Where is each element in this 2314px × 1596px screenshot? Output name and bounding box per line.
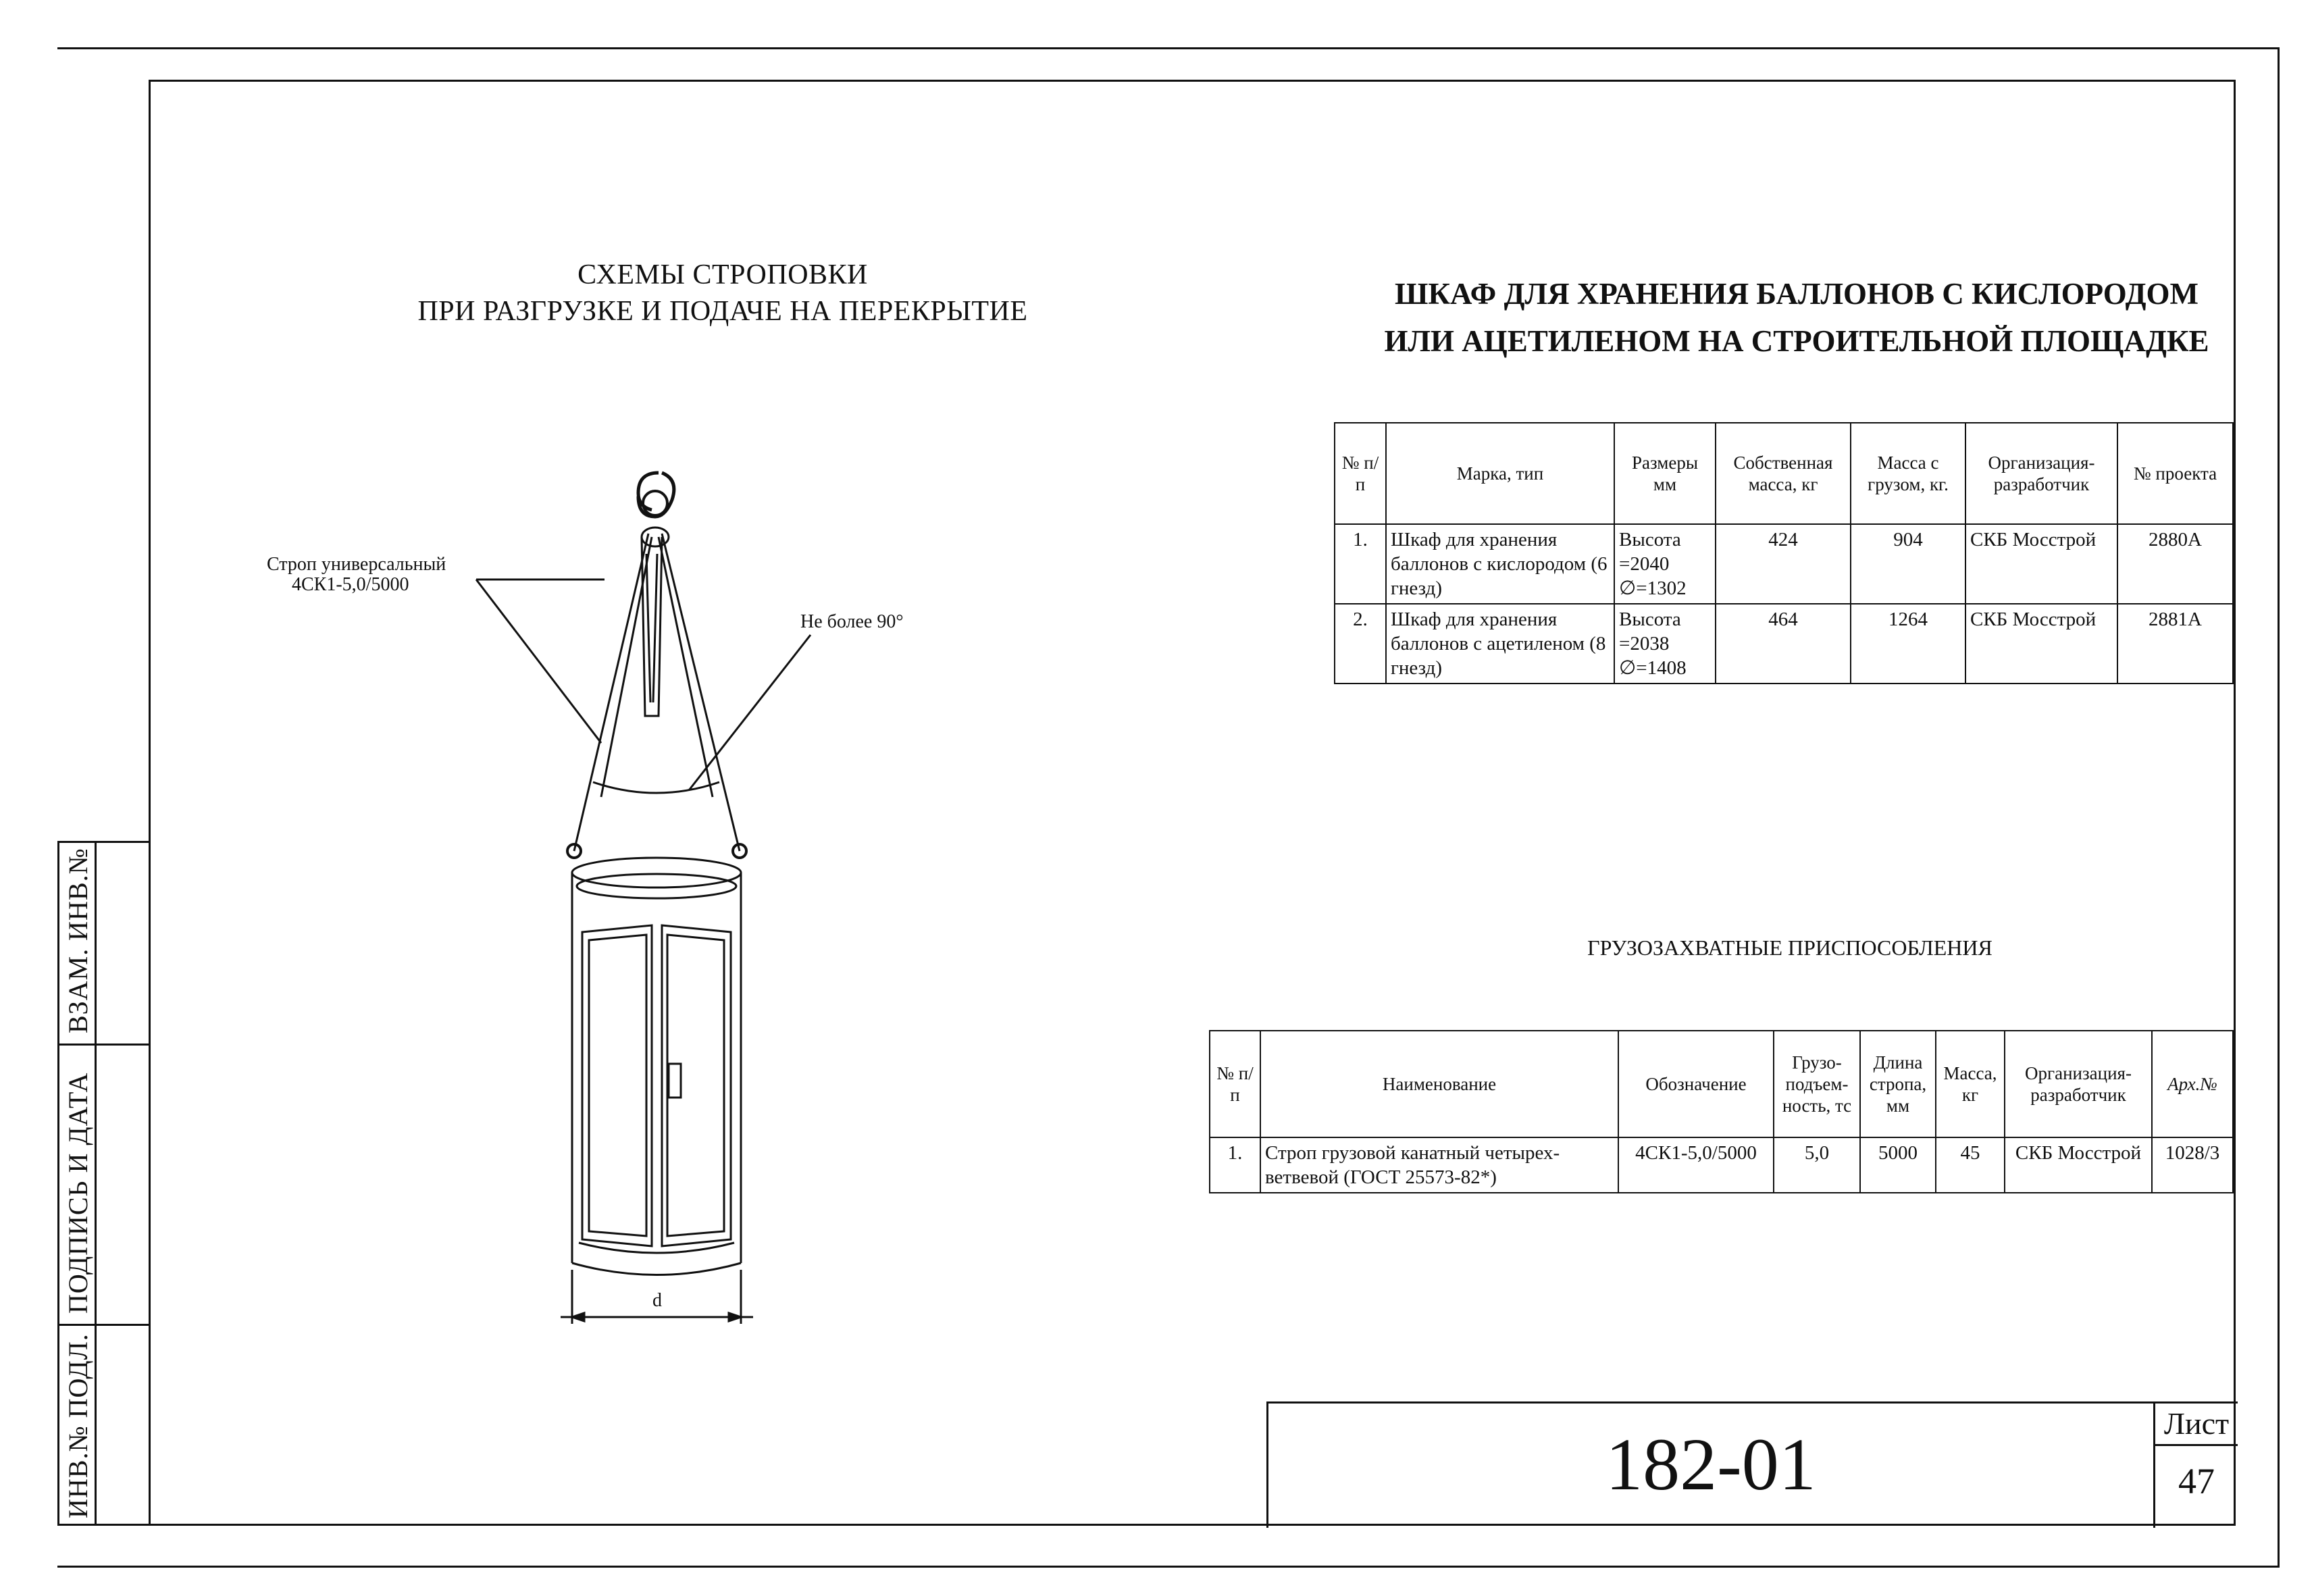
sheet-box [2153,1404,2238,1528]
side-stamp-mid [95,841,97,1525]
lifting-table [1209,1030,2234,1193]
cell-org: СКБ Мосстрой [2005,1137,2152,1193]
lifting-header-capacity: Грузо-подъем-ность, тс [1774,1031,1860,1137]
cabinet-title-line1: ШКАФ ДЛЯ ХРАНЕНИЯ БАЛЛОНОВ С КИСЛОРОДОМ [1394,277,2199,311]
cell-own-mass: 464 [1716,604,1851,684]
lifting-header-arch: Арх.№ [2152,1031,2233,1137]
cabinet-header-row [1335,423,2233,524]
side-stamp-left [57,841,59,1525]
cell-project: 2880А [2117,524,2233,604]
cell-designation: 4СК1-5,0/5000 [1618,1137,1774,1193]
sheet-divider [2155,1444,2238,1446]
cell-mass-load: 1264 [1851,604,1965,684]
cell-num: 2. [1335,604,1386,684]
table-row [1335,524,2233,604]
sheet-label: Лист [2163,1406,2230,1441]
sling-scheme-title [378,257,1067,330]
frame-right-line [2278,47,2280,1568]
cabinet-header-mass-load: Масса с грузом, кг. [1851,423,1965,524]
cell-dims: Высота =2038 ∅=1408 [1614,604,1716,684]
cell-mark: Шкаф для хранения баллонов с кислородом (6 гнезд) [1386,524,1614,604]
door-handle-icon [669,1064,681,1098]
cell-org: СКБ Мосстрой [1965,524,2117,604]
table-row [1210,1137,2233,1193]
cabinet-header-project: № проекта [2117,423,2233,524]
cabinet-header-org: Организация-разработчик [1965,423,2117,524]
lifting-header-row [1210,1031,2233,1137]
title-block [1266,1401,2238,1528]
sheet-number: 47 [2178,1461,2215,1501]
angle-label: Не более 90° [800,611,904,632]
lifting-header-designation: Обозначение [1618,1031,1774,1137]
side-label-inv-orig: ИНВ.№ ПОДЛ. [63,1333,93,1518]
table-row [1335,604,2233,684]
cell-num: 1. [1335,524,1386,604]
cell-mass-load: 904 [1851,524,1965,604]
cell-mass: 45 [1936,1137,2005,1193]
inner-frame-top [149,80,2236,82]
cell-capacity: 5,0 [1774,1137,1860,1193]
side-label-sign-date: ПОДПИСЬ И ДАТА [63,1072,93,1314]
sling-label-line1: Строп универсальный [267,554,446,575]
cabinet-header-num: № п/п [1335,423,1386,524]
side-stamp-div2 [57,1324,151,1326]
cell-arch: 1028/3 [2152,1137,2233,1193]
cabinet-header-own-mass: Собственная масса, кг [1716,423,1851,524]
lifting-header-org: Организация-разработчик [2005,1031,2152,1137]
drawing-number: 182-01 [1605,1423,1816,1505]
frame-top-line [57,47,2280,49]
cell-dims: Высота =2040 ∅=1302 [1614,524,1716,604]
cabinet-header-dims: Размеры мм [1614,423,1716,524]
cabinet-header-mark: Марка, тип [1386,423,1614,524]
cell-length: 5000 [1860,1137,1936,1193]
cabinet-table [1334,422,2234,684]
lifting-header-name: Наименование [1260,1031,1618,1137]
dimension-label-d: d [652,1290,662,1311]
cell-own-mass: 424 [1716,524,1851,604]
cell-org: СКБ Мосстрой [1965,604,2117,684]
side-stamp-top [57,841,151,843]
cabinet-title [1344,270,2249,365]
cabinet-title-line2: ИЛИ АЦЕТИЛЕНОМ НА СТРОИТЕЛЬНОЙ ПЛОЩАДКЕ [1384,324,2209,358]
sling-label-line2: 4СК1-5,0/5000 [292,574,409,595]
lifting-title: ГРУЗОЗАХВАТНЫЕ ПРИСПОСОБЛЕНИЯ [1587,935,1992,960]
side-label-replace-inv: ВЗАМ. ИНВ.№ [63,848,93,1033]
cell-project: 2881А [2117,604,2233,684]
frame-bottom-line [57,1566,2280,1568]
lifting-header-mass: Масса, кг [1936,1031,2005,1137]
lifting-header-num: № п/п [1210,1031,1260,1137]
sling-scheme-title-line1: СХЕМЫ СТРОПОВКИ [577,259,868,290]
cell-name: Строп грузовой канатный четырех-ветвевой (ГОСТ 25573-82*) [1260,1137,1618,1193]
side-stamp-div1 [57,1044,151,1046]
lifting-header-length: Длина стропа, мм [1860,1031,1936,1137]
cell-mark: Шкаф для хранения баллонов с ацетиленом (8 гнезд) [1386,604,1614,684]
sling-scheme-title-line2: ПРИ РАЗГРУЗКЕ И ПОДАЧЕ НА ПЕРЕКРЫТИЕ [417,296,1028,327]
inner-frame-left [149,80,151,1525]
cell-num: 1. [1210,1137,1260,1193]
